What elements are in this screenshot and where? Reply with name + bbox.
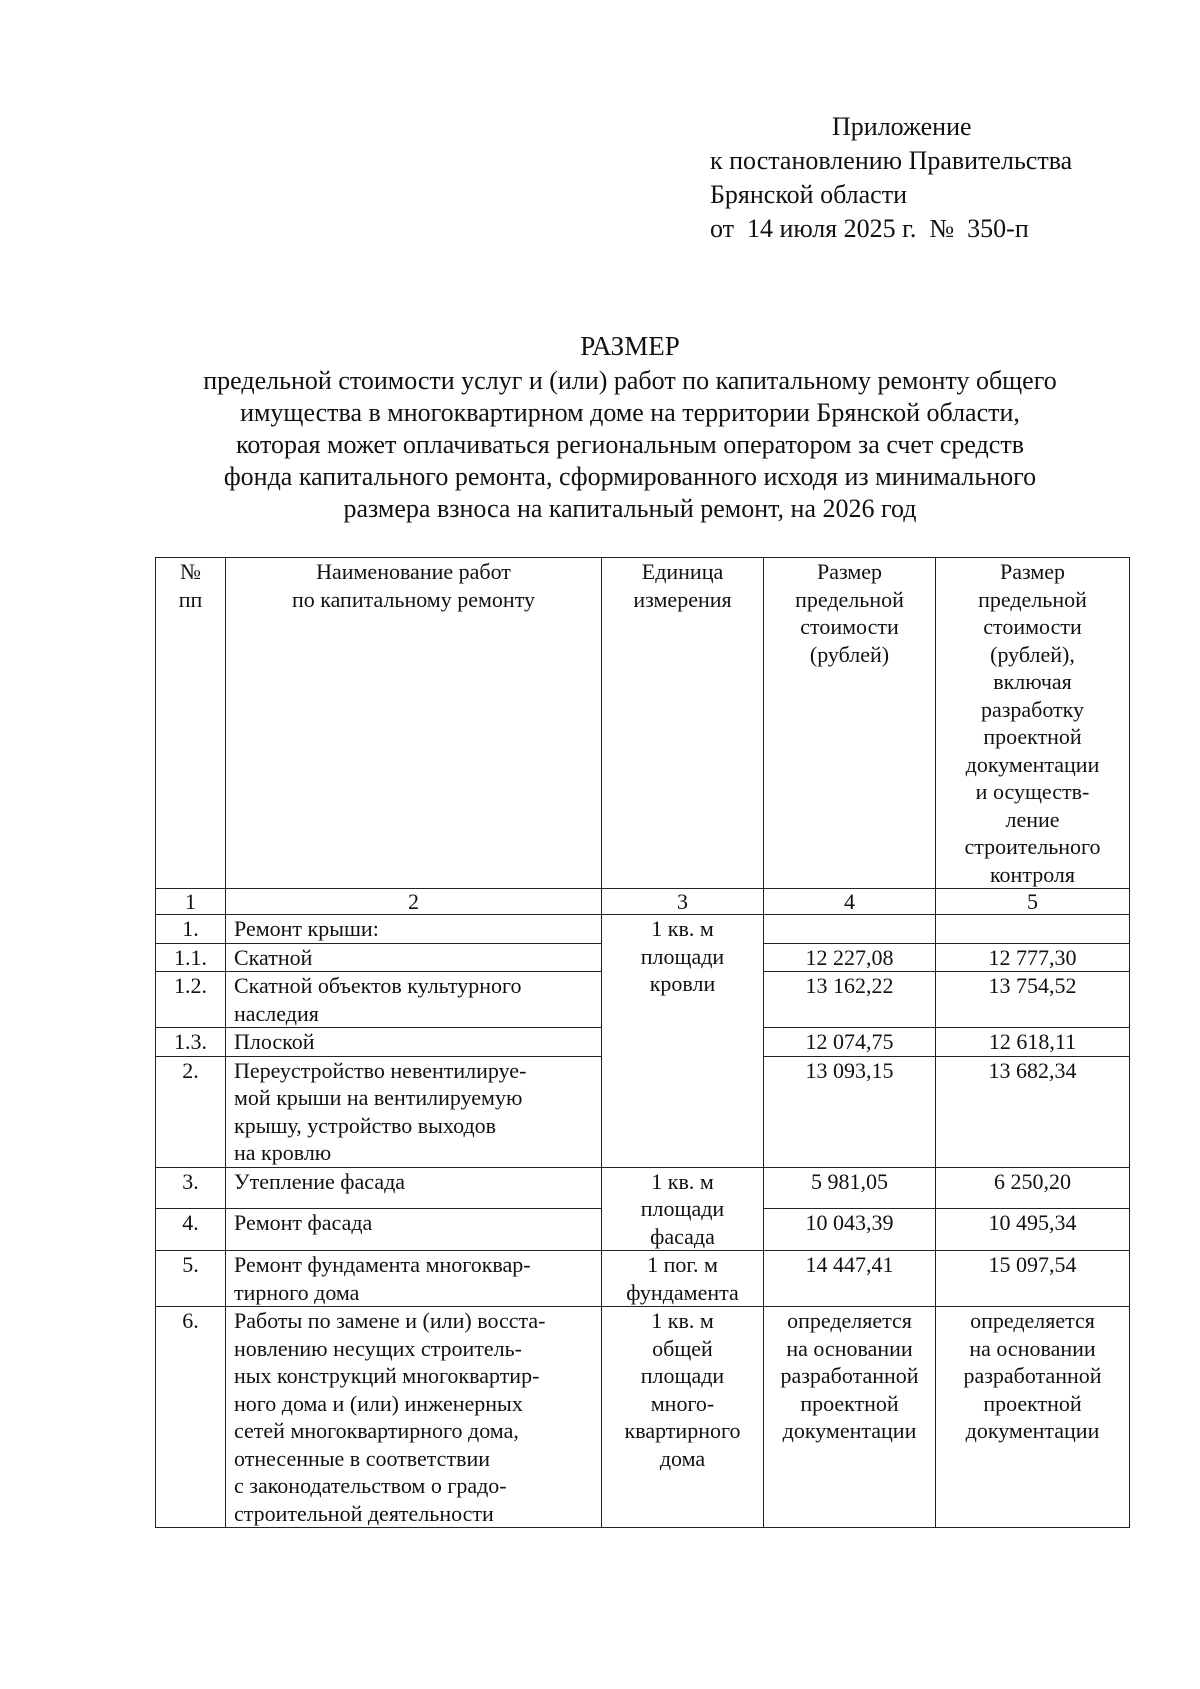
work-name: Ремонт фундамента многоквар- тирного дома: [226, 1251, 602, 1307]
work-name: Ремонт фасада: [226, 1209, 602, 1251]
row-number: 6.: [156, 1307, 226, 1528]
unit-cell: 1 кв. м площади кровли: [602, 915, 764, 1168]
table-row: [156, 1307, 1130, 1528]
header-cost: Размер предельной стоимости (рублей): [764, 558, 936, 889]
title-line: предельной стоимости услуг и (или) работ по капитальному ремонту общего: [203, 366, 1057, 395]
header-name: Наименование работ по капитальному ремонту: [226, 558, 602, 889]
work-name: Переустройство невентилируе- мой крыши на вентилируемую крышу, устройство выходов на кровлю: [226, 1056, 602, 1167]
column-number-row: [156, 889, 1130, 915]
cost-value: 13 162,22: [764, 972, 936, 1028]
cost-full-value: определяется на основании разработанной проектной документации: [936, 1307, 1130, 1528]
column-number: 5: [936, 889, 1130, 915]
cost-full-value: 12 618,11: [936, 1028, 1130, 1057]
row-number: 1.: [156, 915, 226, 944]
cost-value: 13 093,15: [764, 1056, 936, 1167]
cost-full-value: 12 777,30: [936, 943, 1130, 972]
cost-full-value: [936, 915, 1130, 944]
cost-full-value: 13 682,34: [936, 1056, 1130, 1167]
cost-table: [155, 557, 1130, 1528]
row-number: 4.: [156, 1209, 226, 1251]
row-number: 3.: [156, 1167, 226, 1209]
appendix-date-number: от 14 июля 2025 г. № 350-п: [710, 214, 1029, 243]
title-line: которая может оплачиваться региональным оператором за счет средств: [236, 430, 1024, 459]
cost-full-value: 10 495,34: [936, 1209, 1130, 1251]
cost-value: 5 981,05: [764, 1167, 936, 1209]
cost-value: 10 043,39: [764, 1209, 936, 1251]
cost-value: 14 447,41: [764, 1251, 936, 1307]
appendix-decree: к постановлению Правительства: [710, 146, 1073, 175]
table-row: [156, 915, 1130, 944]
appendix-block: [710, 110, 1072, 246]
row-number: 1.3.: [156, 1028, 226, 1057]
table-header-row: [156, 558, 1130, 889]
header-no: № пп: [156, 558, 226, 889]
work-name: Ремонт крыши:: [226, 915, 602, 944]
row-number: 1.2.: [156, 972, 226, 1028]
cost-full-value: 6 250,20: [936, 1167, 1130, 1209]
table-row: [156, 1167, 1130, 1209]
work-name: Работы по замене и (или) восста- новлению несущих строитель- ных конструкций многоквартир- ного дома и (или) инженерных сетей многоквартирного дома, отнесенные в соответствии с законодательством о градо- строительной деятельности: [226, 1307, 602, 1528]
cost-value: определяется на основании разработанной проектной документации: [764, 1307, 936, 1528]
column-number: 3: [602, 889, 764, 915]
cost-value: 12 074,75: [764, 1028, 936, 1057]
title-heading: РАЗМЕР: [580, 331, 680, 361]
cost-value: [764, 915, 936, 944]
title-line: имущества в многоквартирном доме на территории Брянской области,: [240, 398, 1020, 427]
cost-full-value: 15 097,54: [936, 1251, 1130, 1307]
column-number: 2: [226, 889, 602, 915]
table-row: [156, 1251, 1130, 1307]
document-title: [150, 330, 1110, 525]
appendix-label: Приложение: [832, 112, 972, 141]
appendix-region: Брянской области: [710, 180, 907, 209]
row-number: 2.: [156, 1056, 226, 1167]
column-number: 4: [764, 889, 936, 915]
column-number: 1: [156, 889, 226, 915]
work-name: Утепление фасада: [226, 1167, 602, 1209]
unit-cell: 1 пог. м фундамента: [602, 1251, 764, 1307]
cost-value: 12 227,08: [764, 943, 936, 972]
row-number: 1.1.: [156, 943, 226, 972]
unit-cell: 1 кв. м общей площади много- квартирного дома: [602, 1307, 764, 1528]
work-name: Плоской: [226, 1028, 602, 1057]
row-number: 5.: [156, 1251, 226, 1307]
work-name: Скатной объектов культурного наследия: [226, 972, 602, 1028]
header-cost-full: Размер предельной стоимости (рублей), включая разработку проектной документации и осуществ- ление строительного контроля: [936, 558, 1130, 889]
header-unit: Единица измерения: [602, 558, 764, 889]
work-name: Скатной: [226, 943, 602, 972]
title-line: фонда капитального ремонта, сформированного исходя из минимального: [223, 462, 1037, 491]
unit-cell: 1 кв. м площади фасада: [602, 1167, 764, 1251]
cost-full-value: 13 754,52: [936, 972, 1130, 1028]
title-line: размера взноса на капитальный ремонт, на 2026 год: [343, 494, 917, 523]
